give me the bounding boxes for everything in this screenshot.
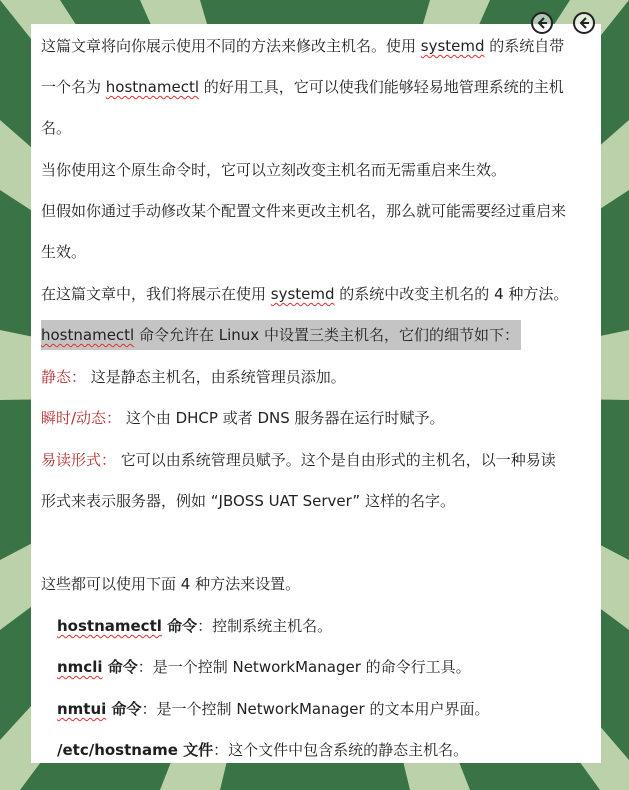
hostname-type-pretty-continued: 形式来表示服务器，例如 “JBOSS UAT Server” 这样的名字。 <box>41 492 455 510</box>
method-name: nmtui <box>57 700 107 718</box>
paragraph-intro-line-2 <box>41 77 564 97</box>
method-item-etc-hostname <box>57 740 468 760</box>
method-suffix: 命令 <box>106 700 142 718</box>
method-suffix: 命令 <box>102 658 138 676</box>
paragraph-four-methods <box>41 284 568 304</box>
method-suffix: 命令 <box>161 617 198 635</box>
paragraph-manual-line-1: 但假如你通过手动修改某个配置文件来更改主机名，那么就可能需要经过重启来 <box>41 202 567 220</box>
type-term: 易读形式： <box>41 451 117 469</box>
method-description: ：控制系统主机名。 <box>197 617 333 635</box>
back-circle-icon[interactable] <box>573 12 595 34</box>
paragraph-intro-line-1 <box>41 36 564 56</box>
term-hostnamectl: hostnamectl <box>105 78 199 96</box>
methods-intro: 这些都可以使用下面 4 种方法来设置。 <box>41 575 301 593</box>
type-description: 这是静态主机名，由系统管理员添加。 <box>86 368 346 386</box>
term-systemd: systemd <box>420 37 485 55</box>
text: 一个名为 <box>41 78 106 96</box>
method-item-nmcli <box>57 657 471 677</box>
back-circle-icon[interactable] <box>531 12 553 34</box>
text: 在这篇文章中，我们将展示在使用 <box>41 285 271 303</box>
paragraph-native-command: 当你使用这个原生命令时，它可以立刻改变主机名而无需重启来生效。 <box>41 161 507 179</box>
type-term: 瞬时/动态： <box>41 409 122 427</box>
type-description: 它可以由系统管理员赋予。这个是自由形式的主机名，以一种易读 <box>116 451 556 469</box>
paragraph-manual-line-2: 生效。 <box>41 243 87 261</box>
text: 命令允许在 Linux 中设置三类主机名，它们的细节如下： <box>134 326 519 344</box>
article-page <box>31 24 601 763</box>
type-description: 这个由 DHCP 或者 DNS 服务器在运行时赋予。 <box>121 409 445 427</box>
method-item-hostnamectl <box>57 616 332 636</box>
type-term: 静态： <box>41 368 87 386</box>
method-name: /etc/hostname <box>57 741 178 759</box>
text: 的好用工具，它可以使我们能够轻易地管理系统的主机 <box>199 78 564 96</box>
hostname-type-transient <box>41 408 445 428</box>
method-name: hostnamectl <box>57 617 162 635</box>
method-description: ：是一个控制 NetworkManager 的命令行工具。 <box>137 658 471 676</box>
text: 的系统中改变主机名的 4 种方法。 <box>334 285 569 303</box>
text: 这篇文章将向你展示使用不同的方法来修改主机名。使用 <box>41 37 421 55</box>
highlighted-sentence <box>41 320 521 350</box>
hostname-type-static <box>41 367 346 387</box>
method-description: ：这个文件中包含系统的静态主机名。 <box>213 741 469 759</box>
term-hostnamectl: hostnamectl <box>41 326 135 344</box>
method-name: nmcli <box>57 658 103 676</box>
text: 的系统自带 <box>484 37 565 55</box>
term-systemd: systemd <box>270 285 335 303</box>
method-suffix: 文件 <box>177 741 214 759</box>
header-icon-bar <box>531 12 595 34</box>
hostname-type-pretty <box>41 450 556 470</box>
method-description: ：是一个控制 NetworkManager 的文本用户界面。 <box>141 700 490 718</box>
method-item-nmtui <box>57 699 489 719</box>
paragraph-intro-line-3: 名。 <box>41 119 72 137</box>
